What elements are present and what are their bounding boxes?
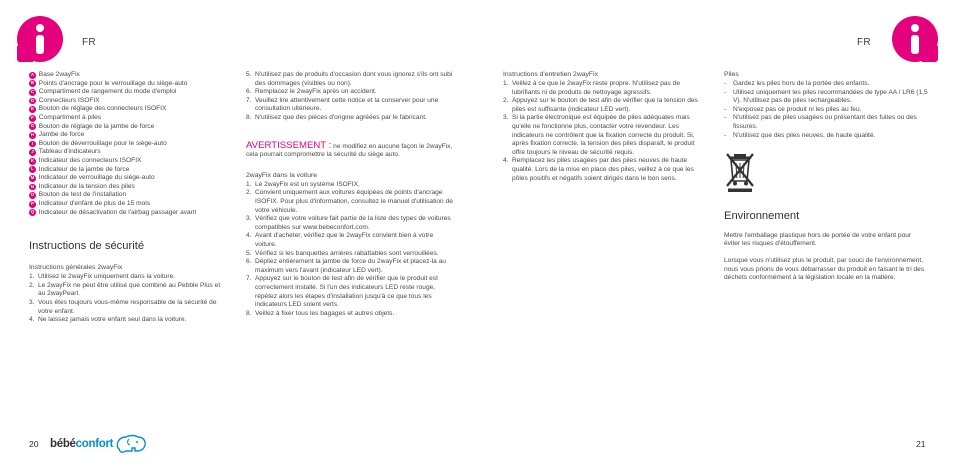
page-number: 20	[29, 439, 39, 449]
component-letter-badge: A	[30, 71, 34, 77]
warning-text: ne modifiez en aucune façon le 2wayFix, cela pourrait compromettre la sécurité du siège auto.	[246, 142, 453, 159]
item-number: 3.	[29, 298, 35, 306]
item-number: 3.	[503, 114, 509, 122]
general-instructions-list-cont	[246, 71, 453, 123]
item-number: 3.	[246, 215, 252, 223]
component-label: Indicateur de désactivation de l'airbag passager avant	[38, 208, 197, 216]
environment-paragraph: Lorsque vous n'utilisez plus le produit, par souci de l'environnement, nous vous prions de vous débarrasser du produit en faisant le tri des déchets conformément à la législation locale en la matière.	[724, 257, 925, 282]
list-item	[246, 181, 453, 190]
item-text: Le 2wayFix ne peut être utilisé que combiné au Pebble Plus et au 2wayPearl.	[38, 281, 221, 298]
item-text: Convient uniquement aux voitures équipées de points d'ancrage ISOFIX. Pour plus d'information, consultez le manuel d'utilisation de votre véhicule.	[255, 189, 453, 214]
component-letter-badge: F	[29, 115, 36, 122]
component-label: Jambe de force	[38, 131, 85, 139]
safety-title: Instructions de sécurité	[29, 240, 145, 253]
component-label: Indicateur de la jambe de force	[38, 165, 130, 173]
component-label: Compartiment à piles	[38, 113, 102, 121]
component-item	[29, 166, 227, 175]
component-label: Indicateur des connecteurs ISOFIX	[38, 156, 142, 164]
component-letter-badge: J	[29, 149, 36, 156]
list-item	[29, 299, 227, 316]
item-number: 1.	[503, 80, 509, 88]
item-text: N'utilisez pas de produits d'occasion dont vous ignorez s'ils ont subi des dommages (visibles ou non).	[255, 71, 453, 87]
list-item	[246, 275, 453, 309]
component-item	[29, 114, 227, 123]
item-text: Le 2wayFix est un système ISOFIX.	[255, 180, 360, 188]
list-item	[503, 80, 706, 97]
item-number: 2.	[246, 189, 252, 197]
item-text: Si la partie électronique est équipée de piles adéquates mais qu'elle ne fonctionne plus, contacter votre revendeur. Les indicateurs ne contrôlent que la fixation correcte du produit. Si, après fixation correcte, la tension des piles disparaît, le produit offre toujours le niveau de sécurité requis.	[512, 114, 695, 156]
component-letter-badge: I	[29, 141, 36, 148]
components-list	[29, 71, 227, 217]
item-number: 5.	[246, 249, 252, 257]
list-item	[246, 215, 453, 232]
item-text: Veillez à ce que le 2wayFix reste propre. N'utilisez pas de lubrifiants ni de produits de nettoyage agressifs.	[512, 80, 681, 96]
column-batteries	[724, 71, 929, 283]
component-item	[29, 200, 227, 209]
list-item	[246, 258, 453, 275]
component-label: Indicateur de verrouillage du siège-auto	[38, 174, 155, 182]
component-label: Bouton de réglage de la jambe de force	[38, 122, 155, 130]
item-text: N'utilisez pas de piles usagées ou présentant des fuites ou des fissures.	[733, 114, 917, 131]
item-text: Vous êtes toujours vous-même responsable de la sécurité de votre enfant.	[38, 298, 217, 315]
list-item	[503, 157, 706, 183]
item-text: Dépliez entièrement la jambe de force du 2wayFix et placez-la au maximum vers l'avant (indicateur LED vert).	[255, 258, 446, 274]
item-text: Utilisez le 2wayFix uniquement dans la voiture.	[38, 273, 176, 281]
component-letter-badge: K	[30, 157, 34, 163]
brand-logo	[50, 434, 147, 454]
component-label: Connecteurs ISOFIX	[38, 96, 100, 104]
component-item	[29, 148, 227, 157]
component-label: Base 2wayFix	[38, 71, 80, 78]
elephant-icon	[115, 434, 147, 454]
item-number: 4.	[503, 157, 509, 165]
component-label: Points d'ancrage pour le verrouillage du siège-auto	[38, 79, 188, 87]
item-text: Remplacez le 2wayFix après un accident.	[255, 88, 377, 96]
list-item	[29, 273, 227, 282]
list-item: - N'utilisez pas de piles usagées ou présentant des fuites ou des fissures.	[724, 114, 917, 131]
language-label: FR	[857, 37, 871, 48]
component-letter-badge: N	[30, 183, 34, 189]
list-item: - N'utilisez que des piles neuves, de haute qualité.	[724, 131, 876, 139]
maintenance-list	[503, 80, 706, 183]
component-letter-badge: B	[30, 80, 34, 86]
list-item	[246, 71, 453, 88]
component-label: Bouton de réglage des connecteurs ISOFIX	[38, 105, 167, 113]
component-label: Tableau d'indicateurs	[38, 148, 101, 156]
batteries-title: Piles	[724, 71, 739, 78]
list-item	[29, 282, 227, 299]
component-item	[29, 80, 227, 89]
warning-title: AVERTISSEMENT :	[246, 139, 332, 151]
item-number: 6.	[246, 88, 252, 96]
page-number: 21	[916, 439, 926, 449]
list-item	[29, 316, 227, 325]
list-item	[246, 114, 453, 123]
info-icon	[17, 16, 63, 62]
component-letter-badge: L	[29, 166, 36, 173]
item-number: 1.	[246, 180, 252, 188]
component-label: Indicateur de la tension des piles	[38, 182, 135, 190]
car-instructions-list	[246, 181, 453, 319]
list-item: - N'exposez pas ce produit ni les piles au feu.	[724, 105, 862, 113]
item-number: 2.	[29, 281, 35, 289]
item-text: Utilisez uniquement les piles recommandées de type AA / LR6 (1,5 V). N'utilisez pas de piles rechargeables.	[733, 88, 928, 105]
component-label: Indicateur d'enfant de plus de 15 mois	[38, 199, 151, 207]
item-number: 1.	[29, 273, 35, 281]
list-item	[246, 310, 453, 319]
item-text: Veuillez lire attentivement cette notice et la conserver pour une consultation ultérieure.	[255, 96, 439, 113]
list-item	[246, 232, 453, 249]
item-text: Appuyez sur le bouton de test afin de vérifier que la tension des piles est suffisante (indicateur LED vert).	[512, 97, 698, 113]
brand-name-part: confort	[75, 438, 114, 450]
language-label: FR	[82, 37, 96, 48]
general-instructions-title: Instructions générales 2wayFix	[29, 264, 123, 272]
item-text: N'utilisez que des piles neuves, de haute qualité.	[733, 131, 876, 139]
item-number: 6.	[246, 258, 252, 266]
component-letter-badge: Q	[30, 209, 35, 215]
component-letter-badge: G	[30, 123, 35, 129]
list-item	[503, 97, 706, 114]
crossed-bin-icon	[725, 150, 755, 192]
item-text: Appuyez sur le bouton de test afin de vérifier que le produit est correctement installé. Si l'un des indicateurs LED reste rouge, répétez alors les étapes d'installation jusqu'à ce que tous les indicateurs LED soient verts.	[255, 275, 438, 309]
component-item	[29, 157, 227, 166]
maintenance-title: Instructions d'entretien 2wayFix	[503, 71, 598, 78]
item-text: Gardez les piles hors de la portée des enfants.	[733, 80, 870, 88]
item-text: Vérifiez si les banquettes arrières rabattables sont verrouillées.	[255, 249, 439, 257]
item-number: 7.	[246, 96, 252, 104]
component-label: Bouton de test de l'installation	[38, 191, 127, 199]
list-item	[246, 88, 453, 97]
item-text: Vérifiez que votre voiture fait partie de la liste des types de voitures compatibles sur www.bebeconfort.com.	[255, 215, 451, 231]
batteries-list	[724, 80, 929, 140]
list-item	[246, 250, 453, 259]
column-components	[29, 71, 227, 325]
component-item	[29, 191, 227, 200]
item-text: Ne laissez jamais votre enfant seul dans la voiture.	[38, 316, 187, 324]
component-item	[29, 123, 227, 132]
general-instructions-list	[29, 273, 227, 325]
list-item: - Utilisez uniquement les piles recommandées de type AA / LR6 (1,5 V). N'utilisez pas de piles rechargeables.	[724, 88, 928, 105]
item-number: 8.	[246, 309, 252, 317]
item-number: 8.	[246, 113, 252, 121]
component-label: Compartiment de rangement du mode d'emploi	[38, 88, 177, 96]
warning-block	[246, 141, 453, 160]
component-item	[29, 97, 227, 106]
item-number: 7.	[246, 275, 252, 283]
component-letter-badge: E	[30, 106, 34, 112]
item-number: 5.	[246, 71, 252, 78]
component-item	[29, 209, 227, 218]
list-item	[246, 189, 453, 215]
car-title: 2wayFix dans la voiture	[246, 171, 318, 179]
item-text: Avant d'acheter, vérifiez que le 2wayFix convient bien à votre voiture.	[255, 232, 434, 248]
environment-paragraph: Mettre l'emballage plastique hors de portée de votre enfant pour éviter les risques d'étouffement.	[724, 231, 912, 248]
list-item	[246, 97, 453, 114]
component-item	[29, 105, 227, 114]
component-item	[29, 88, 227, 97]
environment-title: Environnement	[724, 209, 800, 222]
component-item	[29, 131, 227, 140]
item-number: 4.	[246, 232, 252, 240]
component-letter-badge: H	[30, 132, 34, 138]
component-letter-badge: C	[30, 89, 34, 95]
item-text: N'exposez pas ce produit ni les piles au feu.	[733, 105, 862, 113]
list-item: - Gardez les piles hors de la portée des enfants.	[724, 80, 870, 88]
item-text: Remplacez les piles usagées par des piles neuves de haute qualité. Lors de la mise en place des piles, veillez à ce que les pôles positifs et négatifs soient dirigés dans le bon sens.	[512, 157, 694, 182]
component-letter-badge: M	[30, 175, 35, 181]
component-item	[29, 140, 227, 149]
item-number: 4.	[29, 316, 35, 324]
component-letter-badge: P	[30, 200, 34, 206]
column-safety	[246, 71, 453, 318]
component-letter-badge: O	[30, 192, 35, 198]
info-icon	[892, 16, 938, 62]
item-text: N'utilisez que des pièces d'origine agréées par le fabricant.	[255, 113, 427, 121]
component-item	[29, 71, 227, 80]
item-number: 2.	[503, 97, 509, 105]
component-letter-badge: D	[30, 97, 34, 103]
item-text: Veillez à fixer tous les bagages et autres objets.	[255, 309, 395, 317]
list-item	[503, 114, 706, 157]
component-label: Bouton de déverrouillage pour le siège-auto	[38, 139, 167, 147]
column-maintenance	[503, 71, 706, 183]
component-item	[29, 183, 227, 192]
brand-name-part: bébé	[50, 438, 76, 450]
component-item	[29, 174, 227, 183]
